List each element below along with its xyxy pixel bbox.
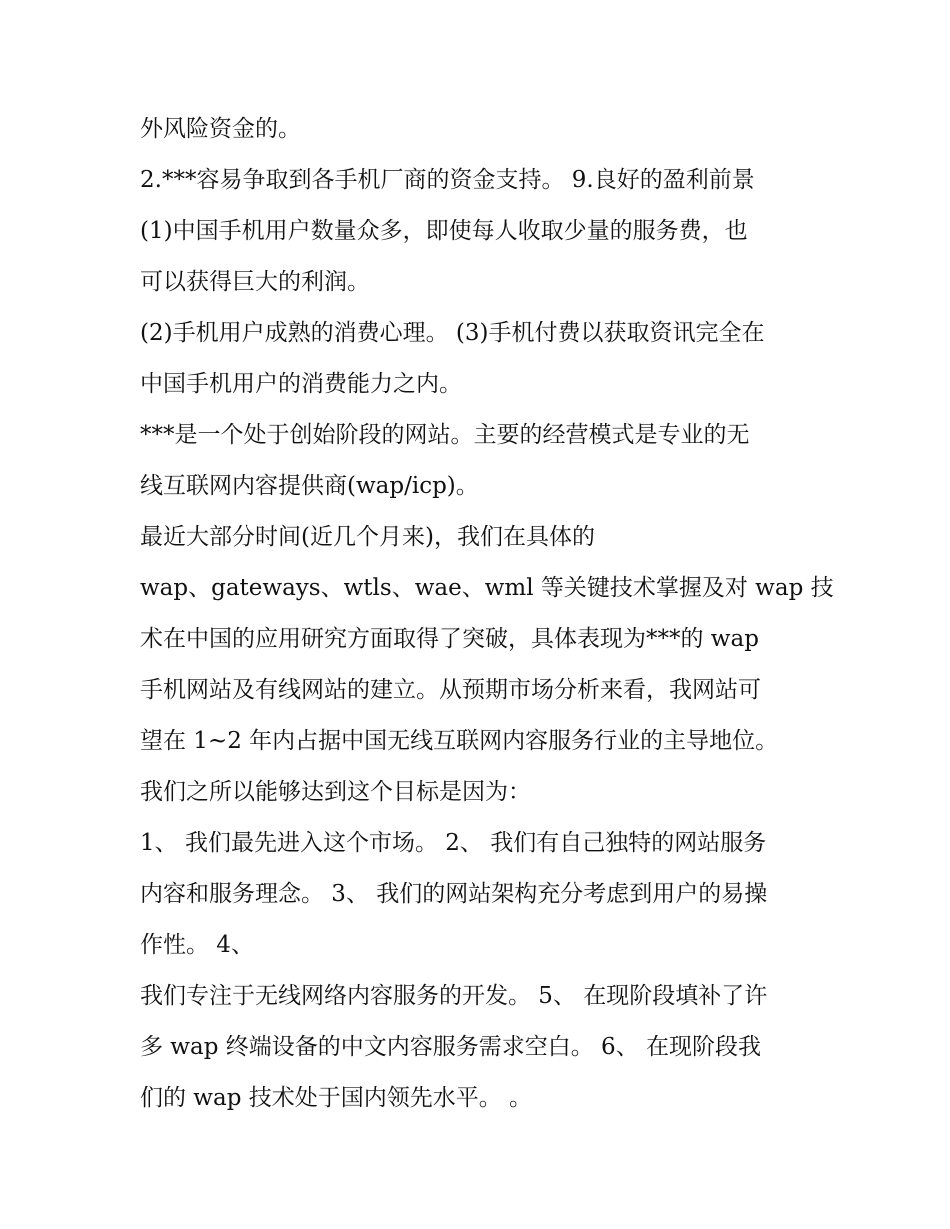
text-line: (2)手机用户成熟的消费心理。 (3)手机付费以获取资讯完全在 xyxy=(140,320,765,346)
body-text xyxy=(140,108,834,1128)
text-line: 外风险资金的。 xyxy=(140,116,301,142)
text-line: 我们专注于无线网络内容服务的开发。 5、 在现阶段填补了许 xyxy=(140,983,768,1009)
text-line: 线互联网内容提供商(wap/icp)。 xyxy=(140,473,479,499)
text-line: wap、gateways、wtls、wae、wml 等关键技术掌握及对 wap 技 xyxy=(140,575,834,601)
text-line: 最近大部分时间(近几个月来)，我们在具体的 xyxy=(140,524,595,550)
text-line: 内容和服务理念。 3、 我们的网站架构充分考虑到用户的易操 xyxy=(140,881,768,907)
text-line: 我们之所以能够达到这个目标是因为： xyxy=(140,779,531,805)
text-line: 多 wap 终端设备的中文内容服务需求空白。 6、 在现阶段我 xyxy=(140,1034,761,1060)
text-line: 2.***容易争取到各手机厂商的资金支持。 9.良好的盈利前景 xyxy=(140,167,755,193)
text-line: ***是一个处于创始阶段的网站。主要的经营模式是专业的无 xyxy=(140,422,750,448)
text-line: 手机网站及有线网站的建立。从预期市场分析来看，我网站可 xyxy=(140,677,761,703)
text-line: (1)中国手机用户数量众多，即使每人收取少量的服务费，也 xyxy=(140,218,748,244)
text-line: 望在 1~2 年内占据中国无线互联网内容服务行业的主导地位。 xyxy=(140,728,779,754)
text-line: 作性。 4、 xyxy=(140,932,254,958)
text-line: 中国手机用户的消费能力之内。 xyxy=(140,371,462,397)
text-line: 术在中国的应用研究方面取得了突破，具体表现为***的 wap xyxy=(140,626,759,652)
text-line: 可以获得巨大的利润。 xyxy=(140,269,370,295)
text-line: 1、 我们最先进入这个市场。 2、 我们有自己独特的网站服务 xyxy=(140,830,767,856)
text-line: 们的 wap 技术处于国内领先水平。 。 xyxy=(140,1085,533,1111)
